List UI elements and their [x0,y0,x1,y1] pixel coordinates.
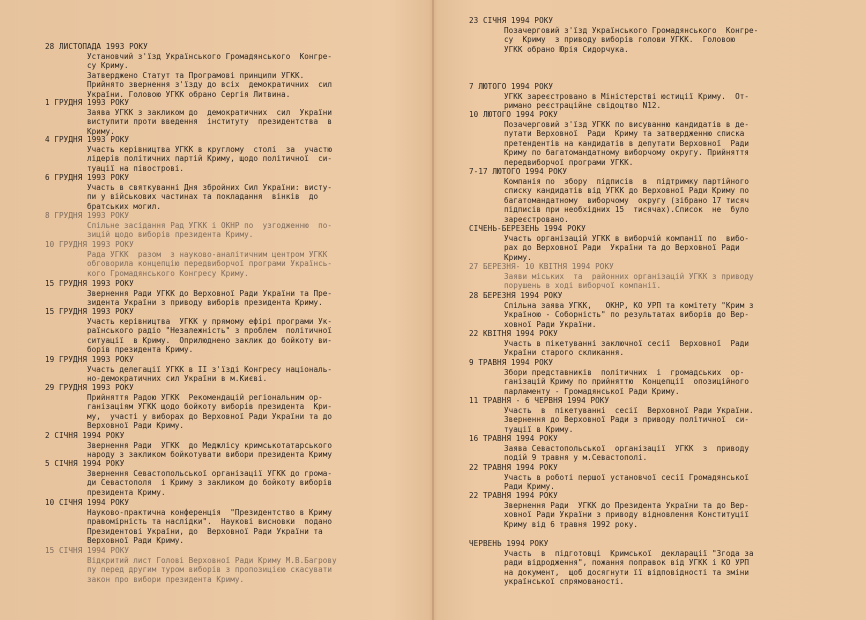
chronology-entry [45,459,432,497]
entry-text: Відкритий лист Голові Верховної Ради Криму М.В.Багрову пу перед другим туром виборів з пропозицією скасувати закон про вибори президента Криму. [87,555,337,584]
chronology-entry [469,329,854,358]
entry-date: 5 СІЧНЯ 1994 РОКУ [45,459,125,468]
entry-date: 22 ТРАВНЯ 1994 РОКУ [469,491,558,500]
entry-date: 7-17 ЛЮТОГО 1994 РОКУ [469,167,568,176]
entry-date: 2 СІЧНЯ 1994 РОКУ [45,431,125,440]
entry-text: Спільне засідання Рад УГКК і ОКНР по узгодженню по- зицій щодо виборів президента Криму. [87,220,332,240]
entry-date: 28 ЛИСТОПАДА 1993 РОКУ [45,42,148,51]
entry-text: Компанія по збору підписів в підтримку партійного списку кандидатів від УГКК до Верховної Ради Криму по багатомандатному виборчому округу (зібрано 17 тисяч підписів при необхідних 15 тисячах).Список не було зареєстровано. [504,176,749,224]
entry-text: Заява Севастопольської організації УГКК з приводу подій 9 травня у м.Севастополі. [504,443,749,463]
chronology-entry [45,279,432,308]
chronology-entry [45,431,432,460]
chronology-entry [45,498,432,546]
chronology-entry [469,224,854,262]
entry-date: 4 ГРУДНЯ 1993 РОКУ [45,135,130,144]
chronology-entry [469,539,854,587]
right-page [434,0,866,620]
chronology-entry [45,98,432,136]
entry-date: 15 СІЧНЯ 1994 РОКУ [45,546,130,555]
chronology-entry [469,262,854,291]
chronology-entry [469,291,854,329]
entry-text: Участь делегації УГКК в ІІ з'їзді Конгресу національ- но-демократичних сил України в м.Києві. [87,364,332,384]
chronology-entry [45,240,432,278]
entry-date: 27 БЕРЕЗНЯ- 10 КВІТНЯ 1994 РОКУ [469,262,614,271]
entry-date: 10 ЛЮТОГО 1994 РОКУ [469,110,558,119]
chronology-entry [469,16,854,54]
entry-date: 6 ГРУДНЯ 1993 РОКУ [45,173,130,182]
entry-date: 10 СІЧНЯ 1994 РОКУ [45,498,130,507]
chronology-entry [469,396,854,434]
entry-text: Заяви міських та районних організацій УГКК з приводу порушень в ході виборчої компанії. [504,271,754,291]
chronology-entry [45,42,432,99]
entry-date: 15 ГРУДНЯ 1993 РОКУ [45,279,134,288]
entry-date: 29 ГРУДНЯ 1993 РОКУ [45,383,134,392]
chronology-entry [45,355,432,384]
entry-date: СІЧЕНЬ-БЕРЕЗЕНЬ 1994 РОКУ [469,224,586,233]
entry-text: Участь в пікетуванні заключної сесії Верховної Ради України старого скликання. [504,338,749,358]
chronology-entry [469,110,854,167]
chronology-entry [469,82,854,111]
entry-date: 19 ГРУДНЯ 1993 РОКУ [45,355,134,364]
entry-text: Участь в пікетуванні сесії Верховної Ради України. Звернення до Верховної Ради з приводу політичної си- туації в Криму. [504,405,754,434]
chronology-entry [45,383,432,431]
entry-text: Звернення Ради УГКК до Президента України та до Вер- ховної Ради України з приводу відновлення Конституції Криму від 6 травня 1992 року. [504,500,749,529]
chronology-entry [45,307,432,355]
left-page [0,0,432,620]
entry-date: 8 ГРУДНЯ 1993 РОКУ [45,211,130,220]
entry-date: 22 КВІТНЯ 1994 РОКУ [469,329,558,338]
chronology-entry [45,546,432,584]
entry-text: Прийняття Радою УГКК Рекомендацій регіональним ор- ганізаціям УГКК щодо бойкоту виборів президента Кри- му, участі у виборах до Верховної Ради України та до Верховної Ради Криму. [87,392,332,431]
entry-date: ЧЕРВЕНЬ 1994 РОКУ [469,539,549,548]
entry-text: Звернення Ради УГКК до Верховної Ради України та Пре- зидента України з приводу виборів президента Криму. [87,288,332,308]
entry-date: 16 ТРАВНЯ 1994 РОКУ [469,434,558,443]
entry-text: Участь організацій УГКК в виборчій компанії по вибо- рах до Верховної Ради України та до Верховної Ради Криму. [504,233,749,262]
chronology-entry [45,173,432,211]
entry-text: Заява УГКК з закликом до демократичних сил України виступити проти введення інституту президентства в Криму. [87,107,332,136]
entry-text: Спільна заява УГКК, ОКНР, КО УРП та комітету "Крим з Україною - Соборність" по результатах виборів до Вер- ховної Ради України. [504,300,754,329]
chronology-entry [45,135,432,173]
entry-text: Звернення Севастопольської організації УГКК до грома- ди Севастополя і Криму з закликом до бойкоту виборів президента Криму. [87,468,332,497]
entry-date: 15 ГРУДНЯ 1993 РОКУ [45,307,134,316]
entry-text: Участь керівництва УГКК в круглому столі за участю лідерів політичних партій Криму, щодо політичної си- туації на півострові. [87,144,332,173]
entry-date: 1 ГРУДНЯ 1993 РОКУ [45,98,130,107]
chronology-entry [469,167,854,224]
entry-text: УГКК зареєстровано в Міністерстві юстиції Криму. От- римано реєстраційне свідоцтво N12. [504,91,749,111]
entry-text: Звернення Ради УГКК до Меджлісу кримськотатарського народу з закликом бойкотувати вибори президента Криму [87,440,332,460]
entry-text: Участь в роботі першої установчої сесії Громадянської Ради Криму. [504,472,749,492]
entry-text: Участь в святкуванні Дня збройних Сил України: висту- пи у військових частинах та покладання вінків до братських могил. [87,182,332,211]
entry-date: 11 ТРАВНЯ - 6 ЧЕРВНЯ 1994 РОКУ [469,396,610,405]
chronology-entry [45,211,432,240]
entry-text: Рада УГКК разом з науково-аналітичним центром УГКК обговорила концепцію передвиборчої програми Українсь- кого Громадянського Конгресу Криму. [87,249,332,278]
entry-date: 9 ТРАВНЯ 1994 РОКУ [469,358,554,367]
entry-date: 10 ГРУДНЯ 1993 РОКУ [45,240,134,249]
chronology-entry [469,491,854,529]
entry-date: 7 ЛЮТОГО 1994 РОКУ [469,82,554,91]
chronology-entry [469,358,854,396]
entry-date: 22 ТРАВНЯ 1994 РОКУ [469,463,558,472]
entry-text: Участь керівництва УГКК у прямому ефірі програми Ук- раїнського радіо "Незалежність" з проблем політичної ситуації в Криму. Оприлюднено заклик до бойкоту ви- борів президента Криму. [87,316,332,355]
entry-date: 23 СІЧНЯ 1994 РОКУ [469,16,554,25]
entry-text: Позачерговий з'їзд Українського Громадянського Конгре- су Криму з приводу виборів голови УГКК. Головою УГКК обрано Юрія Сидорчука. [504,25,759,54]
entry-text: Участь в підготовці Кримської декларації "Згода за ради відродження", пожання поправок від УГКК і КО УРП на документ, щоб досягнути її відповідності та зміни української спрямованості. [504,548,754,587]
entry-date: 28 БЕРЕЗНЯ 1994 РОКУ [469,291,563,300]
entry-text: Установчий з'їзд Українського Громадянського Конгре- су Криму. Затверджено Статут та Програмові принципи УГКК. Прийнято звернення з'їзду до всіх демократичних сил України. Головою УГКК обрано Сергія Литвина. [87,51,332,99]
entry-text: Збори представників політичних і громадських ор- ганізацій Криму по прийняттю Концепції опозиційного парламенту - Громадянської Ради Криму. [504,367,749,396]
chronology-entry [469,434,854,463]
entry-text: Науково-практична конференція "Президентство в Криму правомірність та наслідки". Наукові висновки подано Президентові України, до Верховної Ради України та Верховної Ради Криму. [87,507,332,546]
chronology-entry [469,463,854,492]
entry-text: Позачерговий з'їзд УГКК по висуванню кандидатів в де- путати Верховної Ради Криму та затвердженню списка претендентів на кандидатів в депутати Верховної Ради Криму по багатомандатному виборчому округу. Прийняття передвиборчої програми УГКК. [504,119,749,167]
